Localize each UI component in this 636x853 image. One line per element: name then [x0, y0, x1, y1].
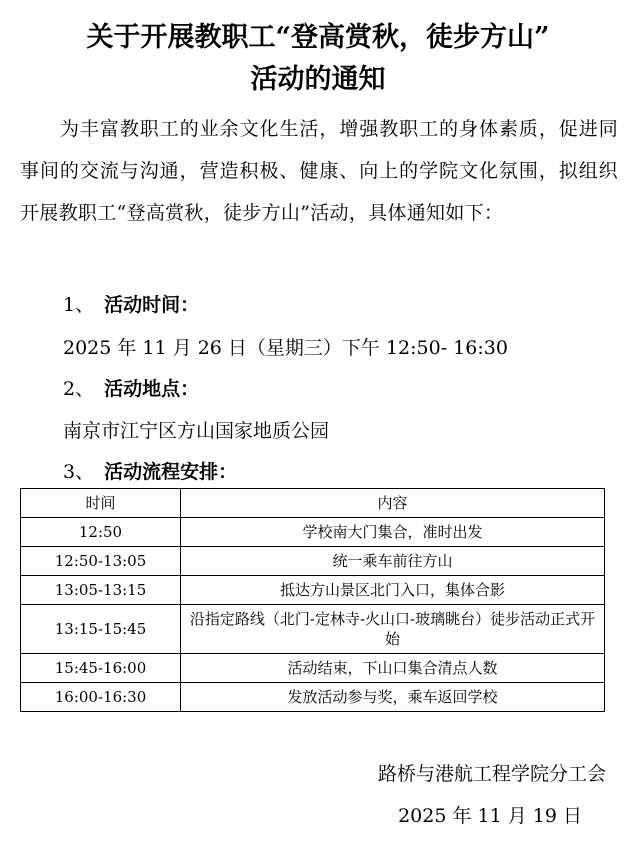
row-content: 统一乘车前往方山 — [181, 547, 605, 576]
section-place-heading — [63, 375, 199, 403]
table-row — [21, 683, 605, 712]
row-content: 活动结束，下山口集合清点人数 — [181, 654, 605, 683]
issue-date: 2025 年 11 月 19 日 — [398, 805, 582, 827]
section-schedule-heading — [63, 458, 237, 486]
table-row — [21, 547, 605, 576]
row-content: 抵达方山景区北门入口，集体合影 — [181, 576, 605, 605]
table-row — [21, 518, 605, 547]
section-number: 2、 — [63, 378, 95, 400]
row-content: 沿指定路线（北门-定林寺-火山口-玻璃眺台）徒步活动正式开始 — [181, 605, 605, 654]
table-row — [21, 605, 605, 654]
table-row — [21, 654, 605, 683]
row-time: 12:50 — [21, 518, 181, 547]
signature: 路桥与港航工程学院分工会 — [377, 763, 606, 785]
section-place-content: 南京市江宁区方山国家地质公园 — [63, 420, 330, 442]
row-content: 学校南大门集合，准时出发 — [181, 518, 605, 547]
section-time-heading — [63, 291, 199, 319]
row-time: 16:00-16:30 — [21, 683, 181, 712]
section-label: 活动地点： — [104, 378, 200, 400]
row-time: 15:45-16:00 — [21, 654, 181, 683]
row-time: 13:15-15:45 — [21, 605, 181, 654]
row-time: 13:05-13:15 — [21, 576, 181, 605]
table-row — [21, 576, 605, 605]
row-time: 12:50-13:05 — [21, 547, 181, 576]
table-header-row — [21, 489, 605, 518]
header-time: 时间 — [21, 489, 181, 518]
schedule-table — [20, 488, 605, 712]
section-label: 活动流程安排： — [104, 461, 238, 483]
notice-title-line1: 关于开展教职工“登高赏秋，徒步方山” — [86, 22, 550, 53]
row-content: 发放活动参与奖，乘车返回学校 — [181, 683, 605, 712]
section-number: 1、 — [63, 294, 95, 316]
intro-paragraph: 为丰富教职工的业余文化生活，增强教职工的身体素质，促进同事间的交流与沟通，营造积极、健康、向上的学院文化氛围，拟组织开展教职工“登高赏秋，徒步方山”活动，具体通知如下： — [20, 118, 618, 224]
section-time-content: 2025 年 11 月 26 日（星期三）下午 12:50- 16:30 — [63, 337, 508, 359]
header-content: 内容 — [181, 489, 605, 518]
notice-title-line2: 活动的通知 — [250, 64, 386, 95]
section-number: 3、 — [63, 461, 95, 483]
section-label: 活动时间： — [104, 294, 200, 316]
